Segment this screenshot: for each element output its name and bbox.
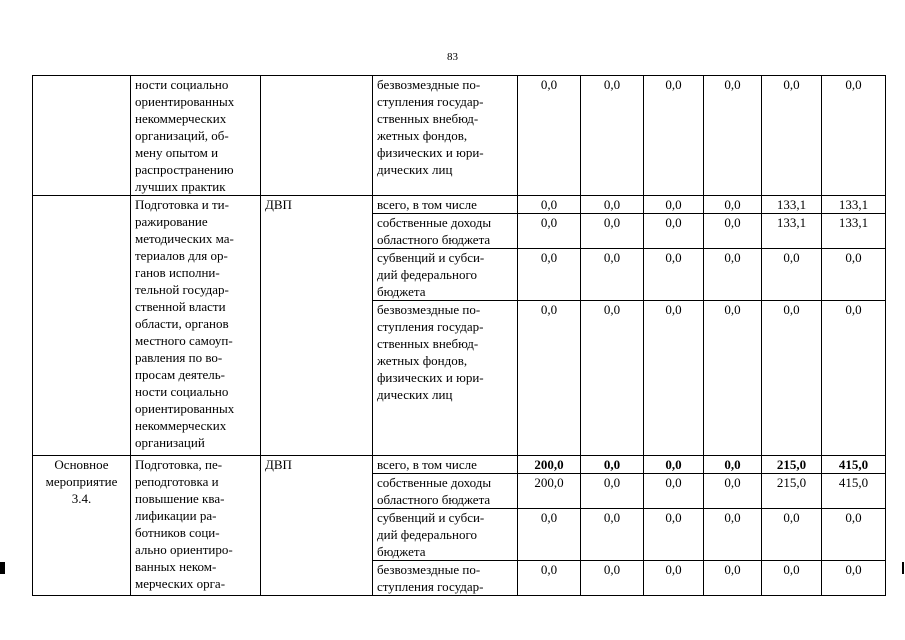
funding-source-cell [373, 76, 518, 196]
text-line: области, органов [135, 316, 229, 331]
funding-source-cell [373, 561, 518, 596]
text-line: ности социально [135, 384, 229, 399]
value-cell: 0,0 [644, 456, 704, 474]
scan-margin-mark [0, 562, 5, 574]
text-line: дий федерального [377, 267, 477, 282]
text-line: областного бюджета [377, 492, 491, 507]
value-cell: 0,0 [704, 509, 762, 561]
measure-cell [33, 196, 131, 456]
text-line: ственной власти [135, 299, 226, 314]
text-line: собственные доходы [377, 475, 492, 490]
text-line: равления по во- [135, 350, 223, 365]
text-line: ступления государ- [377, 94, 484, 109]
text-line: мерческих орга- [135, 576, 226, 591]
text-line: Подготовка и ти- [135, 197, 229, 212]
value-cell: 0,0 [518, 301, 581, 456]
text-line: ботников соци- [135, 525, 220, 540]
text-line: дий федерального [377, 527, 477, 542]
value-cell: 0,0 [704, 456, 762, 474]
text-line: мену опытом и [135, 145, 219, 160]
value-cell: 133,1 [822, 214, 886, 249]
text-line: териалов для ор- [135, 248, 228, 263]
value-cell: 0,0 [822, 76, 886, 196]
table-row [33, 456, 886, 474]
text-line: жетных фондов, [377, 353, 468, 368]
text-line: ражирование [135, 214, 208, 229]
text-line: некоммерческих [135, 111, 227, 126]
measure-cell [33, 76, 131, 196]
text-line: всего, в том числе [377, 197, 477, 212]
text-line: повышение ква- [135, 491, 225, 506]
executor-text: ДВП [265, 197, 292, 212]
value-cell: 0,0 [704, 196, 762, 214]
text-line: мероприятие [45, 474, 118, 489]
funding-source-cell [373, 509, 518, 561]
funding-source-cell [373, 474, 518, 509]
value-cell: 0,0 [518, 561, 581, 596]
value-cell: 0,0 [644, 214, 704, 249]
text-line: лификации ра- [135, 508, 217, 523]
value-cell: 0,0 [518, 196, 581, 214]
value-cell: 0,0 [704, 214, 762, 249]
text-line: методических ма- [135, 231, 234, 246]
text-line: дических лиц [377, 387, 453, 402]
text-line: ганов исполни- [135, 265, 220, 280]
text-line: субвенций и субси- [377, 250, 485, 265]
text-line: некоммерческих [135, 418, 227, 433]
activity-title-cell [131, 196, 261, 456]
funding-source-cell [373, 196, 518, 214]
text-line: организаций, об- [135, 128, 229, 143]
text-line: 3.4. [71, 491, 92, 506]
text-line: бюджета [377, 284, 426, 299]
text-line: дических лиц [377, 162, 453, 177]
value-cell: 133,1 [822, 196, 886, 214]
executor-cell [261, 196, 373, 456]
table-row [33, 76, 886, 196]
text-line: организаций [135, 435, 205, 450]
text-line: субвенций и субси- [377, 510, 485, 525]
text-line: собственные доходы [377, 215, 492, 230]
value-cell: 215,0 [762, 456, 822, 474]
activity-title-cell [131, 456, 261, 596]
value-cell: 133,1 [762, 214, 822, 249]
text-line: ванных неком- [135, 559, 217, 574]
text-line: ступления государ- [377, 319, 484, 334]
value-cell: 0,0 [762, 249, 822, 301]
text-line: ориентированных [135, 401, 235, 416]
value-cell: 0,0 [581, 301, 644, 456]
value-cell: 0,0 [644, 301, 704, 456]
value-cell: 0,0 [581, 249, 644, 301]
value-cell: 415,0 [822, 456, 886, 474]
executor-cell [261, 456, 373, 596]
funding-source-cell [373, 456, 518, 474]
activity-title-cell [131, 76, 261, 196]
value-cell: 0,0 [581, 561, 644, 596]
value-cell: 0,0 [581, 214, 644, 249]
budget-table [32, 75, 886, 596]
value-cell: 0,0 [644, 509, 704, 561]
value-cell: 0,0 [704, 301, 762, 456]
value-cell: 0,0 [762, 76, 822, 196]
value-cell: 0,0 [822, 249, 886, 301]
value-cell: 0,0 [704, 249, 762, 301]
value-cell: 0,0 [518, 509, 581, 561]
value-cell: 0,0 [822, 509, 886, 561]
funding-source-cell [373, 301, 518, 456]
value-cell: 0,0 [644, 76, 704, 196]
page-number: 83 [447, 51, 458, 63]
value-cell: 0,0 [581, 509, 644, 561]
value-cell: 133,1 [762, 196, 822, 214]
value-cell: 0,0 [518, 214, 581, 249]
value-cell: 0,0 [581, 456, 644, 474]
value-cell: 0,0 [704, 474, 762, 509]
text-line: местного самоуп- [135, 333, 233, 348]
value-cell: 0,0 [581, 474, 644, 509]
text-line: физических и юри- [377, 370, 484, 385]
value-cell: 0,0 [762, 509, 822, 561]
text-line: Основное [54, 457, 109, 472]
scan-margin-mark [902, 562, 904, 574]
text-line: просам деятель- [135, 367, 226, 382]
text-line: ности социально [135, 77, 229, 92]
text-line: бюджета [377, 544, 426, 559]
value-cell: 0,0 [644, 249, 704, 301]
text-line: ально ориентиро- [135, 542, 233, 557]
value-cell: 0,0 [581, 196, 644, 214]
value-cell: 415,0 [822, 474, 886, 509]
table-row [33, 196, 886, 214]
value-cell: 0,0 [762, 561, 822, 596]
value-cell: 0,0 [644, 474, 704, 509]
value-cell: 0,0 [704, 76, 762, 196]
executor-text: ДВП [265, 457, 292, 472]
text-line: Подготовка, пе- [135, 457, 223, 472]
text-line: областного бюджета [377, 232, 491, 247]
value-cell: 200,0 [518, 456, 581, 474]
text-line: безвозмездные по- [377, 302, 481, 317]
text-line: лучших практик [135, 179, 226, 194]
value-cell: 0,0 [644, 196, 704, 214]
funding-source-cell [373, 214, 518, 249]
text-line: ственных внебюд- [377, 111, 479, 126]
value-cell: 215,0 [762, 474, 822, 509]
text-line: ориентированных [135, 94, 235, 109]
text-line: распространению [135, 162, 234, 177]
text-line: безвозмездные по- [377, 562, 481, 577]
text-line: жетных фондов, [377, 128, 468, 143]
text-line: ственных внебюд- [377, 336, 479, 351]
value-cell: 0,0 [704, 561, 762, 596]
text-line: физических и юри- [377, 145, 484, 160]
value-cell: 0,0 [762, 301, 822, 456]
funding-source-cell [373, 249, 518, 301]
value-cell: 200,0 [518, 474, 581, 509]
text-line: реподготовка и [135, 474, 219, 489]
text-line: безвозмездные по- [377, 77, 481, 92]
value-cell: 0,0 [644, 561, 704, 596]
value-cell: 0,0 [518, 76, 581, 196]
value-cell: 0,0 [518, 249, 581, 301]
executor-cell [261, 76, 373, 196]
text-line: тельной государ- [135, 282, 229, 297]
value-cell: 0,0 [581, 76, 644, 196]
text-line: ступления государ- [377, 579, 484, 594]
measure-cell [33, 456, 131, 596]
value-cell: 0,0 [822, 561, 886, 596]
text-line: всего, в том числе [377, 457, 477, 472]
value-cell: 0,0 [822, 301, 886, 456]
